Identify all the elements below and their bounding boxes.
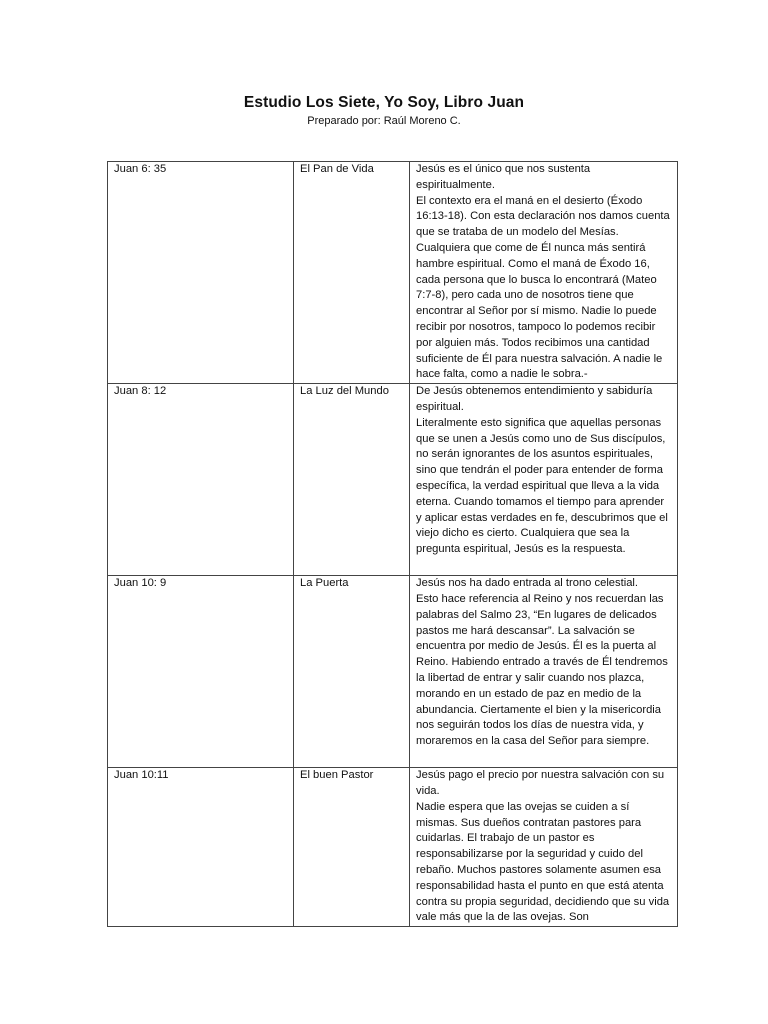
description-cell: Jesús nos ha dado entrada al trono celestial. Esto hace referencia al Reino y nos recuerdan las palabras del Salmo 23, “En lugares de delicados pastos me hará descansar”. La salvación se encuentra por medio de Jesús. Él es la puerta al Reino. Habiendo entrado a través de Él tendremos la libertad de entrar y salir cuando nos plazca, morando en un estado de paz en medio de la abundancia. Ciertamente el bien y la misericordia nos seguirán todos los días de nuestra vida, y moraremos en la casa del Señor para siempre.	[410, 576, 678, 768]
table-row	[108, 576, 678, 768]
reference-cell: Juan 10: 9	[108, 576, 294, 768]
reference-cell: Juan 10:11	[108, 768, 294, 927]
table-row	[108, 384, 678, 576]
name-cell: La Luz del Mundo	[294, 384, 410, 576]
description-cell: Jesús pago el precio por nuestra salvación con su vida. Nadie espera que las ovejas se cuiden a sí mismas. Sus dueños contratan pastores para cuidarlas. El trabajo de un pastor es responsabilizarse por la seguridad y cuido del rebaño. Muchos pastores solamente asumen esa responsabilidad hasta el punto en que está atenta contra su propia seguridad, decidiendo que su vida vale más que la de las ovejas. Son	[410, 768, 678, 927]
name-cell: La Puerta	[294, 576, 410, 768]
study-table	[107, 161, 678, 927]
table-row	[108, 162, 678, 384]
document-title: Estudio Los Siete, Yo Soy, Libro Juan	[243, 94, 525, 111]
reference-cell: Juan 8: 12	[108, 384, 294, 576]
name-cell: El Pan de Vida	[294, 162, 410, 384]
description-cell: Jesús es el único que nos sustenta espiritualmente. El contexto era el maná en el desierto (Éxodo 16:13-18). Con esta declaración nos damos cuenta que se trataba de un modelo del Mesías. Cualquiera que come de Él nunca más sentirá hambre espiritual. Como el maná de Éxodo 16, cada persona que lo busca lo encontrará (Mateo 7:7-8), pero cada uno de nosotros tiene que encontrar al Señor por sí mismo. Nadie lo puede recibir por nosotros, tampoco lo podemos recibir por alguien más. Todos recibimos una cantidad suficiente de Él para nuestra salvación. A nadie le hace falta, como a nadie le sobra.-	[410, 162, 678, 384]
document-subtitle: Preparado por: Raúl Moreno C.	[307, 115, 461, 127]
reference-cell: Juan 6: 35	[108, 162, 294, 384]
description-cell: De Jesús obtenemos entendimiento y sabiduría espiritual. Literalmente esto significa que aquellas personas que se unen a Jesús como uno de Sus discípulos, no serán ignorantes de los asuntos espirituales, sino que tendrán el poder para entender de forma específica, la verdad espiritual que lleva a la vida eterna. Cuando tomamos el tiempo para aprender y aplicar estas verdades en fe, descubrimos que el viejo dicho es cierto. Cualquiera que sea la pregunta espiritual, Jesús es la respuesta.	[410, 384, 678, 576]
name-cell: El buen Pastor	[294, 768, 410, 927]
table-row	[108, 768, 678, 927]
